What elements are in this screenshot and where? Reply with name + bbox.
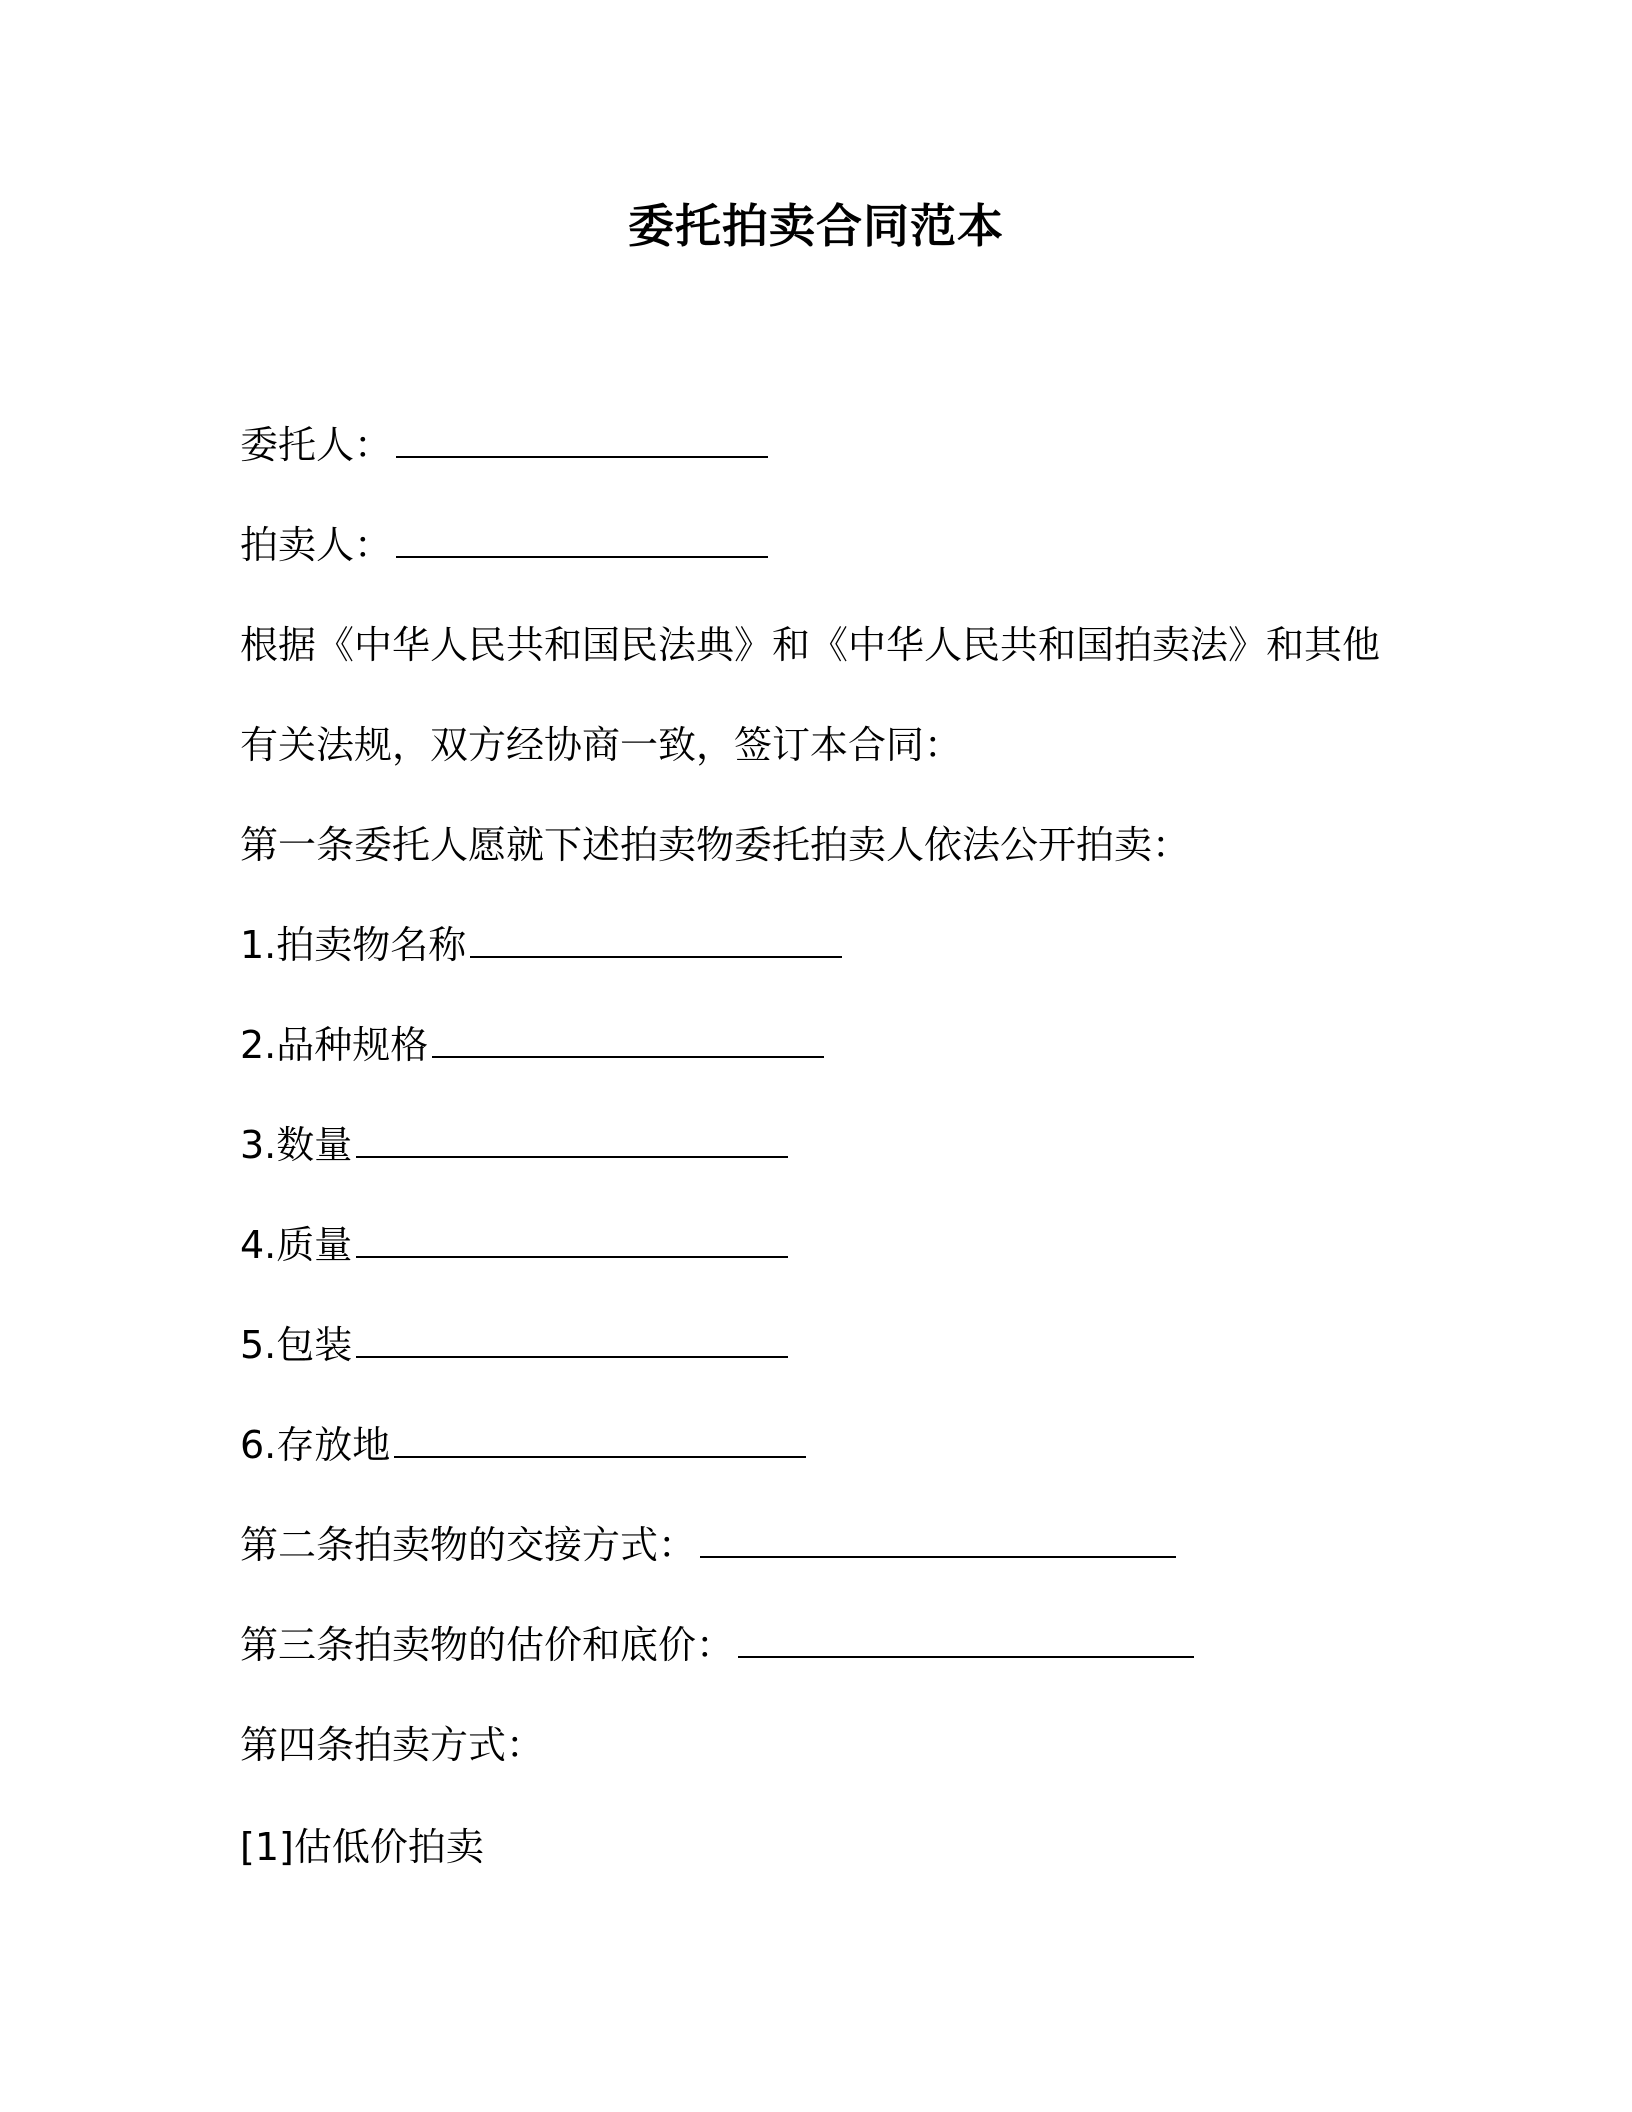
item-spec-label: 2.品种规格 <box>240 1023 429 1067</box>
principal-label: 委托人： <box>240 423 393 467</box>
item-quality-line <box>240 1220 788 1270</box>
item-quantity-label: 3.数量 <box>240 1123 353 1167</box>
document-title: 委托拍卖合同范本 <box>628 199 1004 253</box>
article-two-label: 第二条拍卖物的交接方式： <box>240 1523 697 1567</box>
item-name-label: 1.拍卖物名称 <box>240 923 467 967</box>
item-storage-label: 6.存放地 <box>240 1423 391 1467</box>
item-packaging-line <box>240 1320 788 1370</box>
article-four: 第四条拍卖方式： <box>240 1723 545 1767</box>
item-name-line <box>240 920 842 970</box>
auctioneer-line <box>240 520 768 570</box>
article-one: 第一条委托人愿就下述拍卖物委托拍卖人依法公开拍卖： <box>240 823 1191 867</box>
item-quantity-line <box>240 1120 788 1170</box>
principal-blank <box>396 422 768 458</box>
principal-line <box>240 420 768 470</box>
item-storage-line <box>240 1420 806 1470</box>
article-three-blank <box>738 1622 1194 1658</box>
item-spec-line <box>240 1020 824 1070</box>
auctioneer-label: 拍卖人： <box>240 523 393 567</box>
item-name-blank <box>470 922 842 958</box>
item-quantity-blank <box>356 1122 788 1158</box>
item-quality-label: 4.质量 <box>240 1223 353 1267</box>
item-packaging-blank <box>356 1322 788 1358</box>
option-one: [1]估低价拍卖 <box>240 1825 484 1869</box>
paragraph-line-1: 根据《中华人民共和国民法典》和《中华人民共和国拍卖法》和其他 <box>240 623 1381 667</box>
article-two-blank <box>700 1522 1176 1558</box>
item-quality-blank <box>356 1222 788 1258</box>
item-storage-blank <box>394 1422 806 1458</box>
auctioneer-blank <box>396 522 768 558</box>
item-spec-blank <box>432 1022 824 1058</box>
article-three-line <box>240 1620 1194 1670</box>
item-packaging-label: 5.包装 <box>240 1323 353 1367</box>
article-two-line <box>240 1520 1176 1570</box>
article-three-label: 第三条拍卖物的估价和底价： <box>240 1623 735 1667</box>
paragraph-line-2: 有关法规，双方经协商一致，签订本合同： <box>240 723 963 767</box>
